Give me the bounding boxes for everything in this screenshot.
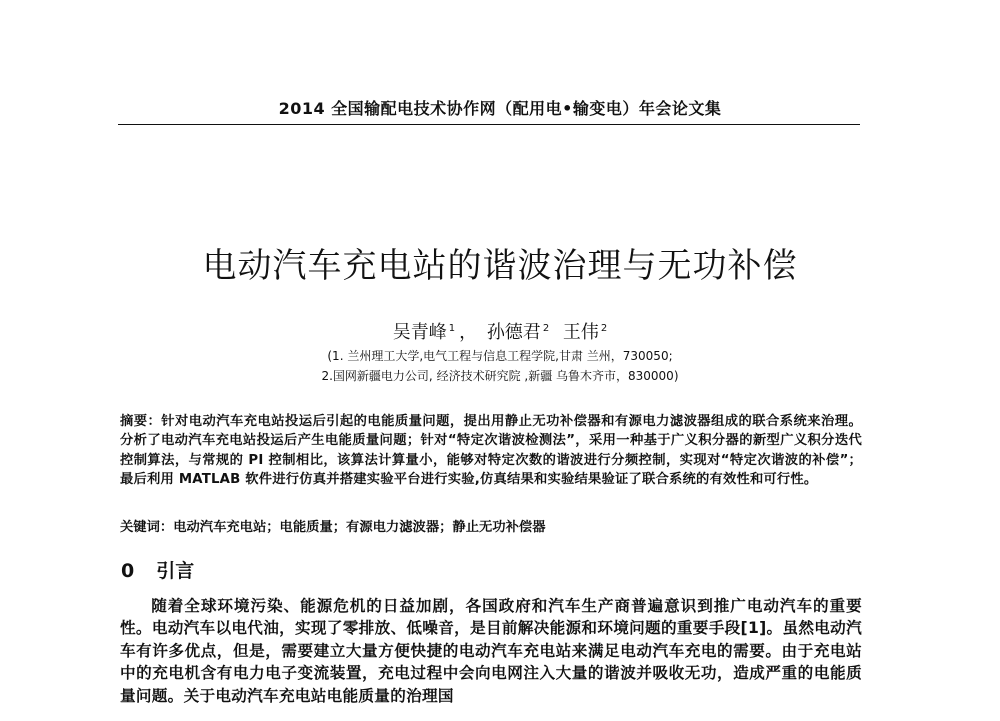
keywords-label: 关键词： <box>120 520 174 535</box>
section-title: 引言 <box>156 560 195 582</box>
paper-title: 电动汽车充电站的谐波治理与无功补偿 <box>202 246 798 286</box>
author-name: 吴青峰 <box>392 322 447 343</box>
section-heading <box>121 556 194 583</box>
author-name: 王伟 <box>562 322 599 343</box>
abstract-label: 摘要： <box>120 414 162 429</box>
keywords-text: 电动汽车充电站；电能质量；有源电力滤波器；静止无功补偿器 <box>173 520 546 535</box>
author-list <box>0 318 1000 344</box>
affiliation-1: (1. 兰州理工大学,电气工程与信息工程学院,甘肃 兰州，730050; <box>327 349 673 363</box>
affiliation-2: 2.国网新疆电力公司, 经济技术研究院 ,新疆 乌鲁木齐市，830000) <box>321 369 679 383</box>
author-affiliation-mark: 1 <box>448 323 456 334</box>
section-number: 0 <box>121 560 135 582</box>
author-name: 孙德君 <box>486 322 541 343</box>
abstract <box>120 412 862 489</box>
author-separator: ， <box>459 322 478 343</box>
abstract-text: 针对电动汽车充电站投运后引起的电能质量问题，提出用静止无功补偿器和有源电力滤波器组成的联合系统来治理。分析了电动汽车充电站投运后产生电能质量问题；针对“特定次谐波检测法”，采用一种基于广义积分器的新型广义积分迭代控制算法，与常规的 PI 控制相比，该算法计算量小，能够对特定次数的谐波进行分频控制，实现对“特定次谐波的补偿”；最后利用 MATLAB 软件进行仿真并搭建实验平台进行实验,仿真结果和实验结果验证了联合系统的有效性和可行性。 <box>120 414 863 487</box>
author-1 <box>393 322 455 343</box>
author-affiliation-mark: 2 <box>542 323 550 334</box>
header-divider <box>118 124 860 125</box>
running-header: 2014 全国输配电技术协作网（配用电•输变电）年会论文集 <box>278 99 722 118</box>
author-3 <box>563 322 607 343</box>
body-paragraph: 随着全球环境污染、能源危机的日益加剧，各国政府和汽车生产商普遍意识到推广电动汽车的重要性。电动汽车以电代油，实现了零排放、低噪音，是目前解决能源和环境问题的重要手段[1]。虽然电动汽车有许多优点，但是，需要建立大量方便快捷的电动汽车充电站来满足电动汽车充电的需要。由于充电站中的充电机含有电力电子变流装置，充电过程中会向电网注入大量的谐波并吸收无功，造成严重的电能质量问题。关于电动汽车充电站电能质量的治理国 <box>120 597 862 705</box>
keywords <box>120 518 862 537</box>
author-2 <box>487 322 549 343</box>
author-affiliation-mark: 2 <box>600 323 608 334</box>
